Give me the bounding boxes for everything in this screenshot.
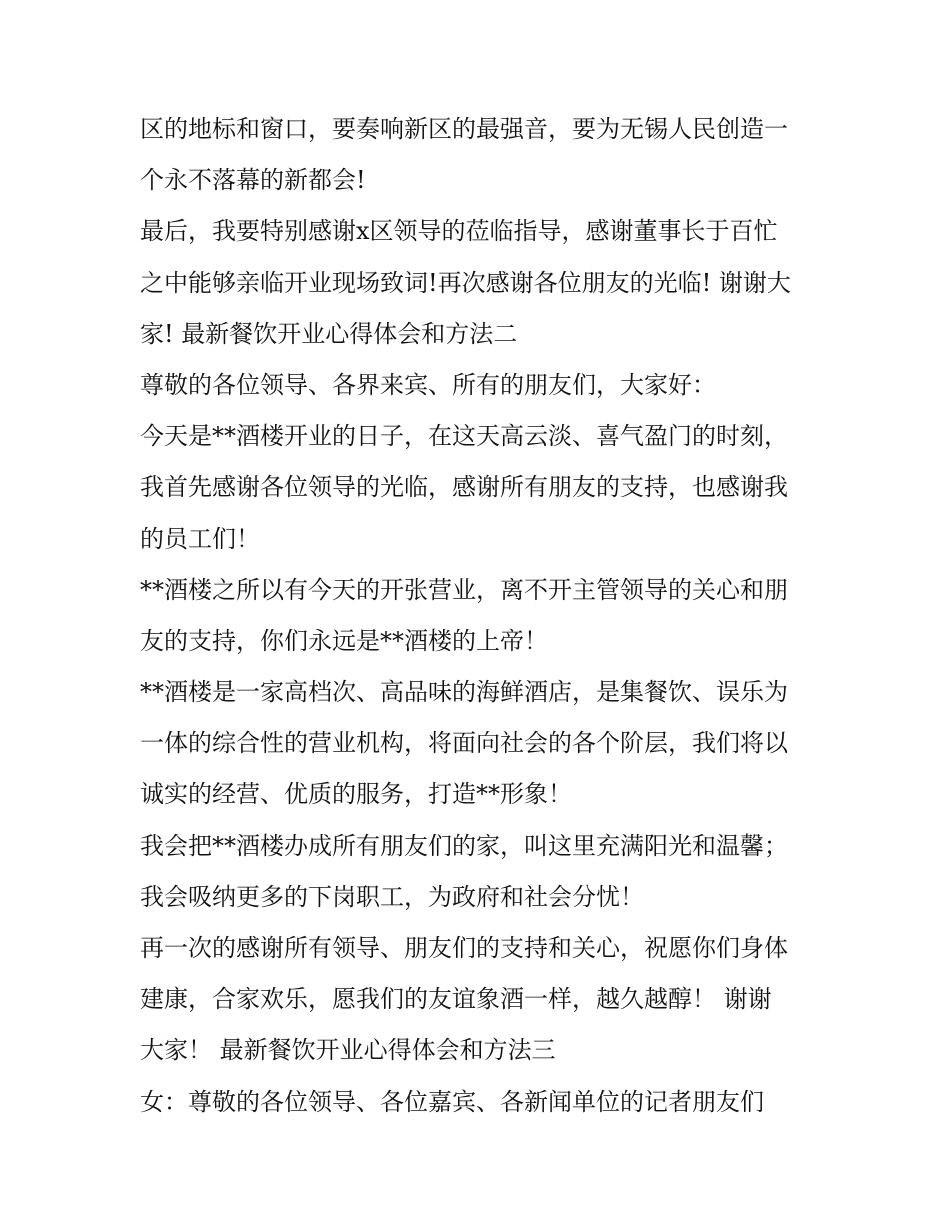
text-line: 之中能够亲临开业现场致词!再次感谢各位朋友的光临! 谢谢大 bbox=[140, 268, 791, 297]
text-line: 建康，合家欢乐，愿我们的友谊象酒一样，越久越醇！ 谢谢 bbox=[140, 985, 772, 1014]
text-line: 我会吸纳更多的下岗职工，为政府和社会分忧！ bbox=[140, 882, 644, 911]
text-line: 最后，我要特别感谢x区领导的莅临指导，感谢董事长于百忙 bbox=[140, 217, 778, 246]
text-line: **酒楼是一家高档次、高品味的海鲜酒店，是集餐饮、误乐为 bbox=[140, 678, 788, 707]
text-line: 今天是**酒楼开业的日子，在这天高云淡、喜气盈门的时刻， bbox=[140, 422, 788, 451]
text-line: 大家！ 最新餐饮开业心得体会和方法三 bbox=[140, 1036, 556, 1065]
text-line: 的员工们！ bbox=[140, 524, 260, 553]
text-line: 家! 最新餐饮开业心得体会和方法二 bbox=[140, 319, 518, 348]
text-line: 诚实的经营、优质的服务，打造**形象！ bbox=[140, 780, 572, 809]
text-line: 尊敬的各位领导、各界来宾、所有的朋友们，大家好： bbox=[140, 370, 716, 399]
text-line: 再一次的感谢所有领导、朋友们的支持和关心，祝愿你们身体 bbox=[140, 934, 788, 962]
text-line: 女：尊敬的各位领导、各位嘉宾、各新闻单位的记者朋友们 bbox=[140, 1087, 764, 1116]
text-line: **酒楼之所以有今天的开张营业，离不开主管领导的关心和朋 bbox=[140, 575, 788, 604]
text-line: 友的支持，你们永远是**酒楼的上帝！ bbox=[140, 626, 548, 655]
document-body bbox=[140, 104, 820, 1128]
text-line: 一体的综合性的营业机构，将面向社会的各个阶层，我们将以 bbox=[140, 729, 788, 758]
text-line: 我会把**酒楼办成所有朋友们的家，叫这里充满阳光和温馨； bbox=[140, 831, 788, 860]
text-line: 我首先感谢各位领导的光临，感谢所有朋友的支持，也感谢我 bbox=[140, 473, 788, 502]
text-line: 个永不落幕的新都会! bbox=[140, 166, 366, 195]
text-line: 区的地标和窗口，要奏响新区的最强音，要为无锡人民创造一 bbox=[140, 115, 788, 143]
